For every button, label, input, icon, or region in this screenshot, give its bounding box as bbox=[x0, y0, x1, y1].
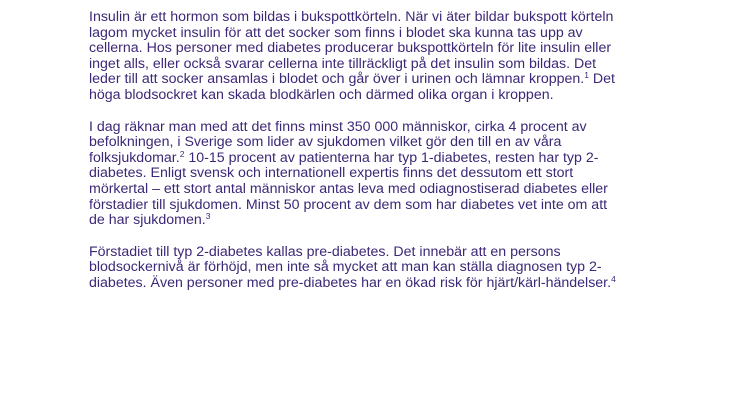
text-line: förstadier till sjukdomen. Minst 50 procent av dem som har diabetes vet inte om att bbox=[89, 196, 608, 213]
text-line: blodsockernivå är förhöjd, men inte så mycket att man kan ställa diagnosen typ 2- bbox=[89, 259, 602, 276]
footnote-ref-1: 1 bbox=[584, 70, 589, 81]
text-line: leder till att socker ansamlas i blodet och går över i urinen och lämnar kroppen.$^1$ Det bbox=[89, 70, 616, 88]
paragraph-prediabetes bbox=[89, 245, 679, 292]
text-line: inget alls, eller också svarar cellerna inte tillräckligt på det insulin som bildas. Det bbox=[89, 55, 597, 72]
paragraph-prevalence bbox=[89, 120, 679, 229]
text-line: cellerna. Hos personer med diabetes producerar bukspottkörteln för lite insulin eller bbox=[89, 40, 612, 57]
text-line: I dag räknar man med att det finns minst 350 000 människor, cirka 4 procent av bbox=[89, 118, 587, 135]
text-line: Insulin är ett hormon som bildas i bukspottkörteln. När vi äter bildar bukspott körteln bbox=[89, 9, 614, 25]
footnote-ref-3: 3 bbox=[205, 211, 211, 222]
text-line: Förstadiet till typ 2-diabetes kallas pre-diabetes. Det innebär att en persons bbox=[89, 243, 561, 260]
text-line: befolkningen, i Sverige som lider av sjukdomen vilket gör den till en av våra bbox=[89, 134, 562, 151]
text-line: mörkertal – ett stort antal människor antas leva med odiagnostiserad diabetes eller bbox=[89, 180, 608, 197]
paragraph-insulin bbox=[89, 10, 679, 104]
document-page bbox=[89, 10, 679, 308]
text-line: höga blodsockret kan skada blodkärlen och därmed olika organ i kroppen. bbox=[89, 86, 554, 103]
text-line: diabetes. Enligt svensk och internationell expertis finns det dessutom ett stort bbox=[89, 165, 574, 182]
text-line: de har sjukdomen.$^3$ bbox=[89, 211, 211, 229]
footnote-ref-4: 4 bbox=[611, 273, 616, 284]
text-line: folksjukdomar.$^2$ 10-15 procent av patienterna har typ 1-diabetes, resten har typ 2- bbox=[89, 148, 599, 166]
text-line: diabetes. Även personer med pre-diabetes har en ökad risk för hjärt/kärl-händelser.$^4$ bbox=[89, 273, 616, 291]
footnote-ref-2: 2 bbox=[179, 148, 185, 159]
text-line: lagom mycket insulin för att det socker som finns i blodet ska kunna tas upp av bbox=[89, 24, 583, 41]
